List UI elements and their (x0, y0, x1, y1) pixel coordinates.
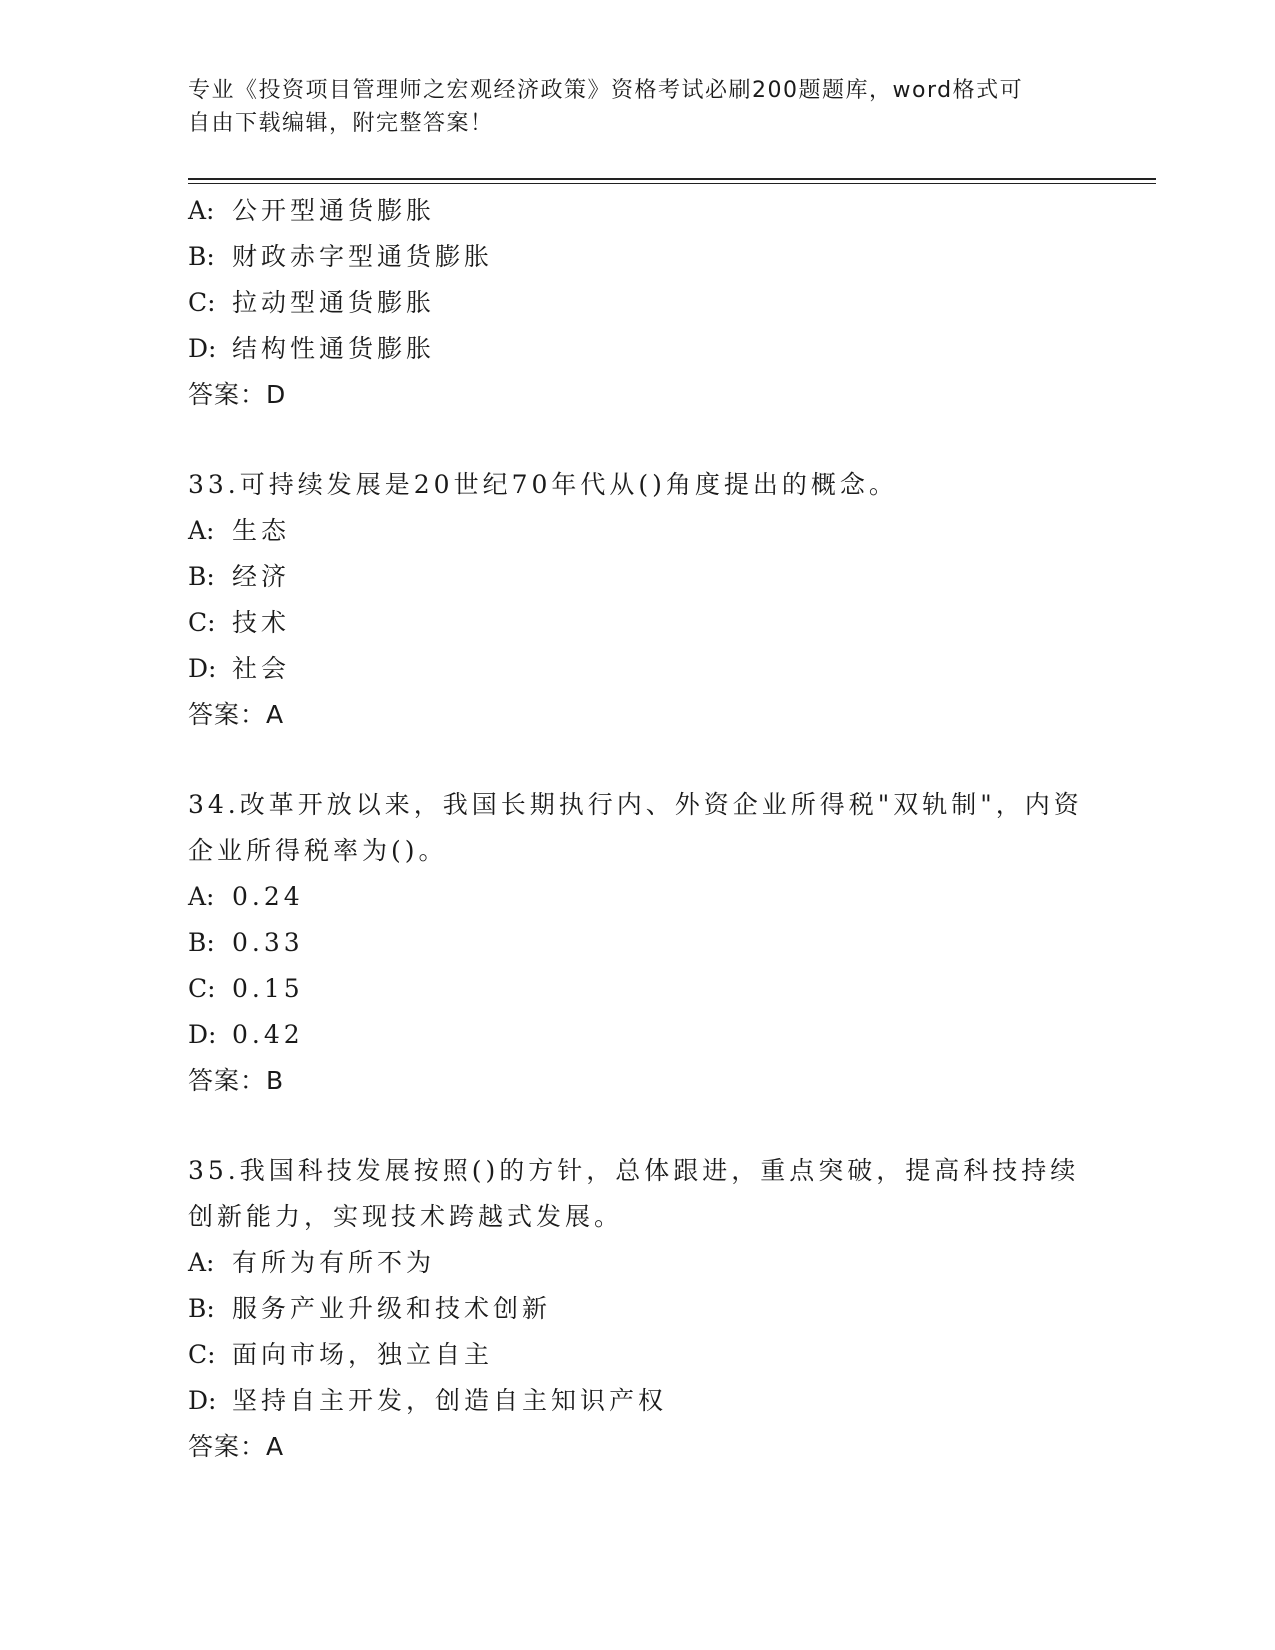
answer-value: A (266, 700, 285, 729)
answer-line (188, 1424, 1088, 1470)
option-label: A: (188, 1248, 215, 1277)
option-text: 0.15 (232, 974, 304, 1003)
option-d (188, 326, 1088, 372)
option-d (188, 646, 1088, 692)
answer-value: A (266, 1432, 285, 1461)
option-text: 技术 (232, 608, 291, 637)
answer-prefix: 答案： (188, 1432, 267, 1461)
option-text: 0.24 (232, 882, 304, 911)
question-32-tail (188, 188, 1088, 418)
document-header (188, 74, 1068, 140)
header-line-2: 自由下载编辑，附完整答案！ (188, 111, 494, 136)
option-text: 坚持自主开发，创造自主知识产权 (232, 1386, 668, 1415)
question-33 (188, 462, 1088, 738)
option-c (188, 1332, 1088, 1378)
option-label: C: (188, 1340, 216, 1369)
option-a (188, 188, 1088, 234)
option-label: D: (188, 334, 217, 363)
option-a (188, 1240, 1088, 1286)
document-body (188, 188, 1088, 1470)
header-rule-thin (188, 183, 1156, 184)
answer-line (188, 372, 1088, 418)
answer-value: B (266, 1066, 285, 1095)
option-text: 拉动型通货膨胀 (232, 288, 436, 317)
question-text: 35.我国科技发展按照()的方针，总体跟进，重点突破，提高科技持续创新能力，实现技术跨越式发展。 (188, 1156, 1080, 1231)
option-b (188, 920, 1088, 966)
option-label: C: (188, 288, 216, 317)
option-text: 有所为有所不为 (232, 1248, 436, 1277)
option-a (188, 874, 1088, 920)
option-d (188, 1012, 1088, 1058)
option-c (188, 600, 1088, 646)
option-text: 结构性通货膨胀 (232, 334, 436, 363)
option-label: D: (188, 654, 217, 683)
question-text: 34.改革开放以来，我国长期执行内、外资企业所得税"双轨制"，内资企业所得税率为()。 (188, 790, 1083, 865)
answer-prefix: 答案： (188, 380, 267, 409)
option-c (188, 280, 1088, 326)
option-a (188, 508, 1088, 554)
option-text: 社会 (232, 654, 291, 683)
option-text: 0.42 (232, 1020, 304, 1049)
option-b (188, 1286, 1088, 1332)
option-d (188, 1378, 1088, 1424)
question-35 (188, 1148, 1088, 1470)
option-label: D: (188, 1386, 217, 1415)
option-label: B: (188, 1294, 215, 1323)
option-c (188, 966, 1088, 1012)
option-text: 公开型通货膨胀 (232, 196, 436, 225)
question-34 (188, 782, 1088, 1104)
option-text: 经济 (232, 562, 291, 591)
answer-value: D (266, 380, 287, 409)
option-label: C: (188, 608, 216, 637)
option-b (188, 554, 1088, 600)
option-text: 财政赤字型通货膨胀 (232, 242, 494, 271)
option-text: 面向市场，独立自主 (232, 1340, 494, 1369)
option-label: D: (188, 1020, 217, 1049)
option-label: B: (188, 928, 215, 957)
question-text: 33.可持续发展是20世纪70年代从()角度提出的概念。 (188, 470, 898, 499)
answer-line (188, 692, 1088, 738)
option-label: A: (188, 882, 215, 911)
option-label: A: (188, 516, 215, 545)
option-label: A: (188, 196, 215, 225)
answer-prefix: 答案： (188, 700, 267, 729)
header-rule (188, 178, 1156, 180)
answer-line (188, 1058, 1088, 1104)
option-b (188, 234, 1088, 280)
option-text: 0.33 (232, 928, 304, 957)
answer-prefix: 答案： (188, 1066, 267, 1095)
option-label: B: (188, 242, 215, 271)
option-label: B: (188, 562, 215, 591)
option-text: 服务产业升级和技术创新 (232, 1294, 552, 1323)
header-line-1: 专业《投资项目管理师之宏观经济政策》资格考试必刷200题题库，word格式可 (188, 78, 1024, 103)
option-text: 生态 (232, 516, 291, 545)
option-label: C: (188, 974, 216, 1003)
